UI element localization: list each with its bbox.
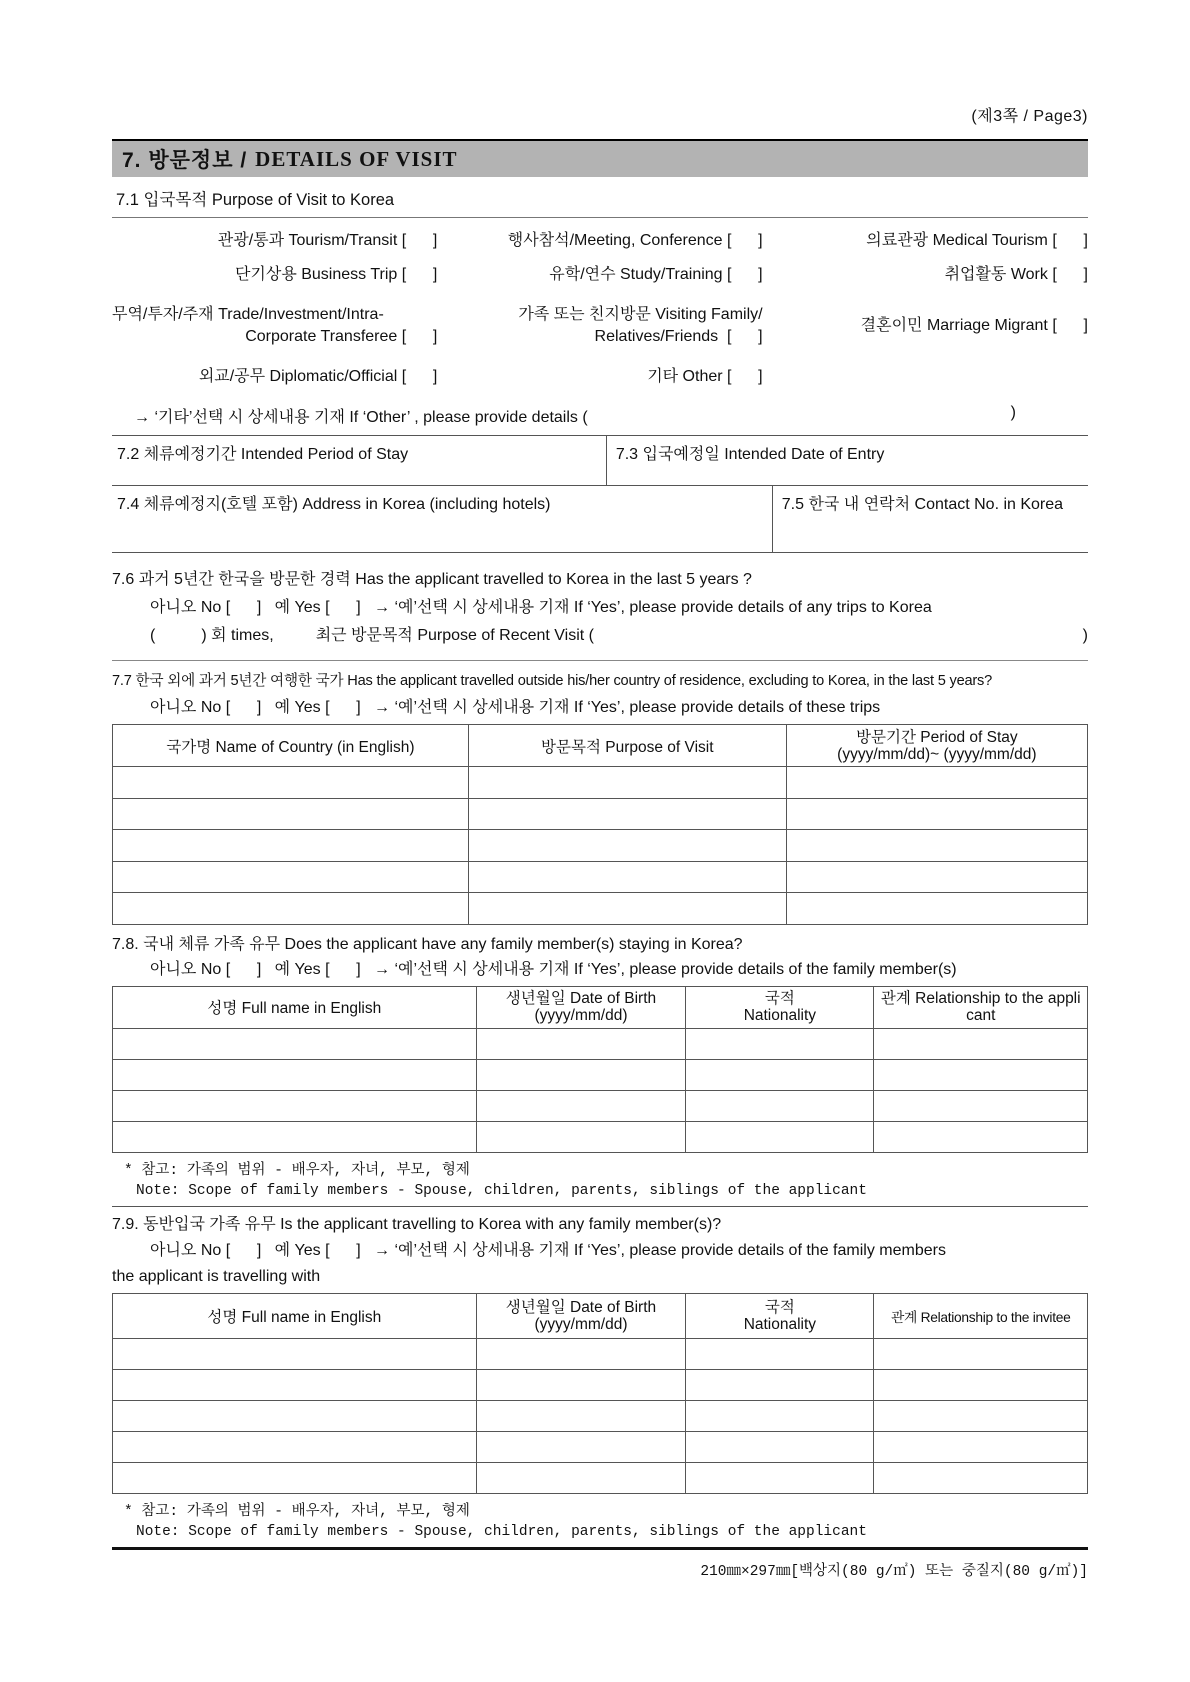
table-cell[interactable] (113, 1090, 477, 1121)
field-7-4-address-korea[interactable]: 7.4 체류예정지(호텔 포함) Address in Korea (including hotels) (117, 496, 551, 513)
table-cell[interactable] (113, 767, 469, 799)
travelling-family-table (112, 1293, 1088, 1494)
family-scope-note-2 (112, 1502, 1088, 1542)
option-trade-investment-label-line1: 무역/투자/주재 Trade/Investment/Intra- (112, 306, 384, 323)
table-cell[interactable] (113, 1369, 477, 1400)
checkbox-trade-investment[interactable]: [ ] (401, 328, 438, 345)
purpose-row-1 (112, 230, 1088, 252)
checkbox-business-trip[interactable]: [ ] (401, 266, 438, 283)
table-cell[interactable] (476, 1028, 686, 1059)
table-cell[interactable] (113, 1400, 477, 1431)
yes-label-7-8: 예 Yes (274, 960, 321, 978)
table-cell[interactable] (113, 1431, 477, 1462)
table-row (113, 1431, 1088, 1462)
table-cell[interactable] (874, 1121, 1088, 1152)
col-full-name: 성명 Full name in English (113, 1293, 477, 1338)
yes-details-7-6: → ‘예’선택 시 상세내용 기재 If ‘Yes’, please provide details of any trips to Korea (374, 599, 932, 616)
table-cell[interactable] (468, 798, 786, 830)
section-7-8 (112, 934, 1088, 1153)
col-country-name: 국가명 Name of Country (in English) (113, 725, 469, 767)
trips-table-header (113, 725, 1088, 767)
yes-details-7-9: → ‘예’선택 시 상세내용 기재 If ‘Yes’, please provide details of the family members (374, 1241, 946, 1259)
table-cell[interactable] (786, 830, 1087, 862)
table-cell[interactable] (786, 861, 1087, 893)
table-cell[interactable] (686, 1462, 874, 1493)
table-cell[interactable] (476, 1121, 686, 1152)
table-cell[interactable] (113, 1028, 477, 1059)
option-work-label: 취업활동 Work (944, 266, 1048, 283)
table-cell[interactable] (113, 798, 469, 830)
table-cell[interactable] (686, 1090, 874, 1121)
col-relationship-invitee: 관계 Relationship to the invitee (874, 1293, 1088, 1338)
option-business-trip-label: 단기상용 Business Trip (234, 266, 398, 283)
checkbox-7-9-no[interactable]: [ ] (225, 1241, 262, 1259)
question-7-9: 7.9. 동반입국 가족 유무 Is the applicant travelling to Korea with any family member(s)? (112, 1215, 722, 1233)
table-row (113, 1400, 1088, 1431)
table-row (113, 1028, 1088, 1059)
purpose-row-3 (112, 304, 1088, 348)
no-label-7-7: 아니오 No (150, 699, 222, 716)
table-cell[interactable] (786, 767, 1087, 799)
col-date-of-birth: 생년월일 Date of Birth (yyyy/mm/dd) (476, 1293, 686, 1338)
option-meeting-conference-label: 행사참석/Meeting, Conference (507, 232, 723, 249)
other-details-prompt: → ‘기타’선택 시 상세내용 기재 If ‘Other’ , please provide details ( (134, 409, 588, 426)
question-7-6: 7.6 과거 5년간 한국을 방문한 경력 Has the applicant travelled to Korea in the last 5 years ? (112, 571, 752, 588)
table-cell[interactable] (686, 1400, 874, 1431)
checkbox-medical-tourism[interactable]: [ ] (1052, 232, 1088, 249)
section-7-6 (112, 569, 1088, 661)
note-korean: * 참고: 가족의 범위 - 배우자, 자녀, 부모, 형제 (124, 1503, 470, 1520)
table-cell[interactable] (468, 767, 786, 799)
table-cell[interactable] (468, 893, 786, 925)
travelling-family-table-header (113, 1293, 1088, 1338)
table-row (113, 1462, 1088, 1493)
table-row (113, 1338, 1088, 1369)
question-7-8: 7.8. 국내 체류 가족 유무 Does the applicant have any family member(s) staying in Korea? (112, 935, 743, 953)
table-cell[interactable] (476, 1369, 686, 1400)
checkbox-study-training[interactable]: [ ] (727, 266, 763, 283)
paper-spec-footer: 210㎜×297㎜[백상지(80 g/㎡) 또는 중질지(80 g/㎡)] (700, 1563, 1088, 1580)
checkbox-7-6-yes[interactable]: [ ] (325, 599, 361, 616)
checkbox-work[interactable]: [ ] (1052, 266, 1088, 283)
table-cell[interactable] (468, 830, 786, 862)
yes-label-7-9: 예 Yes (274, 1241, 321, 1259)
table-cell[interactable] (113, 830, 469, 862)
table-cell[interactable] (686, 1338, 874, 1369)
checkbox-7-8-no[interactable]: [ ] (225, 960, 262, 978)
purpose-options (112, 230, 1088, 427)
purpose-row-4 (112, 366, 1088, 388)
table-row (113, 798, 1088, 830)
checkbox-marriage-migrant[interactable]: [ ] (1052, 317, 1088, 334)
checkbox-7-8-yes[interactable]: [ ] (325, 960, 361, 978)
col-full-name: 성명 Full name in English (113, 986, 477, 1028)
table-cell[interactable] (874, 1338, 1088, 1369)
table-cell[interactable] (874, 1090, 1088, 1121)
table-row (113, 1059, 1088, 1090)
no-label-7-9: 아니오 No (150, 1241, 222, 1259)
option-medical-tourism-label: 의료관광 Medical Tourism (866, 232, 1048, 249)
table-cell[interactable] (476, 1462, 686, 1493)
table-cell[interactable] (476, 1431, 686, 1462)
table-cell[interactable] (874, 1462, 1088, 1493)
checkbox-7-7-no[interactable]: [ ] (225, 699, 262, 716)
col-nationality: 국적 Nationality (686, 986, 874, 1028)
yes-label-7-6: 예 Yes (274, 599, 321, 616)
table-cell[interactable] (686, 1028, 874, 1059)
section-7-title-korean: 7. 방문정보 / (122, 149, 248, 172)
stay-info-box (112, 435, 1088, 553)
col-nationality: 국적 Nationality (686, 1293, 874, 1338)
times-open-paren: ( (150, 627, 156, 644)
option-study-training-label: 유학/연수 Study/Training (549, 266, 723, 283)
checkbox-7-9-yes[interactable]: [ ] (325, 1241, 361, 1259)
table-cell[interactable] (476, 1059, 686, 1090)
family-scope-note-1 (112, 1161, 1088, 1207)
table-cell[interactable] (113, 1462, 477, 1493)
note-korean: * 참고: 가족의 범위 - 배우자, 자녀, 부모, 형제 (124, 1162, 470, 1179)
table-row (113, 830, 1088, 862)
table-cell[interactable] (686, 1369, 874, 1400)
option-trade-investment-label-line2: Corporate Transferee (245, 328, 398, 345)
table-cell[interactable] (874, 1431, 1088, 1462)
table-cell[interactable] (113, 1059, 477, 1090)
option-visiting-family-label-line2: Relatives/Friends (594, 328, 719, 345)
option-other-label: 기타 Other (647, 368, 723, 385)
option-marriage-migrant-label: 결혼이민 Marriage Migrant (860, 317, 1048, 334)
checkbox-diplomatic-official[interactable]: [ ] (401, 368, 438, 385)
col-relationship-applicant: 관계 Relationship to the applicant (874, 986, 1088, 1028)
field-7-2-intended-period[interactable]: 7.2 체류예정기간 Intended Period of Stay (112, 436, 607, 485)
family-table-header (113, 986, 1088, 1028)
question-7-7: 7.7 한국 외에 과거 5년간 여행한 국가 Has the applicant travelled outside his/her country of residence, excluding to Korea, in the last 5 years? (112, 673, 993, 689)
table-row (113, 861, 1088, 893)
purpose-row-2 (112, 264, 1088, 286)
col-period-of-stay: 방문기간 Period of Stay (yyyy/mm/dd)~ (yyyy/mm/dd) (786, 725, 1087, 767)
col-purpose-of-visit: 방문목적 Purpose of Visit (468, 725, 786, 767)
table-cell[interactable] (874, 1400, 1088, 1431)
checkbox-7-6-no[interactable]: [ ] (225, 599, 262, 616)
table-cell[interactable] (476, 1400, 686, 1431)
table-cell[interactable] (113, 1338, 477, 1369)
note-english: Note: Scope of family members - Spouse, children, parents, siblings of the applicant (136, 1523, 867, 1540)
recent-visit-close-paren: ) (1082, 627, 1088, 644)
yes-details-7-7: → ‘예’선택 시 상세내용 기재 If ‘Yes’, please provide details of these trips (374, 699, 881, 716)
trips-table (112, 724, 1088, 925)
row-7-2-7-3 (112, 436, 1088, 485)
section-7-7 (112, 670, 1088, 925)
checkbox-7-7-yes[interactable]: [ ] (325, 699, 361, 716)
checkbox-visiting-family[interactable]: [ ] (727, 328, 763, 345)
question-7-9-continued: the applicant is travelling with (112, 1267, 321, 1285)
field-7-1-label: 7.1 입국목적 Purpose of Visit to Korea (112, 177, 1088, 218)
table-row (113, 1369, 1088, 1400)
table-cell[interactable] (686, 1059, 874, 1090)
other-details-row (112, 404, 1088, 427)
table-cell[interactable] (476, 1338, 686, 1369)
field-7-5-contact-no[interactable]: 7.5 한국 내 연락처 Contact No. in Korea (772, 486, 1088, 552)
table-cell[interactable] (686, 1431, 874, 1462)
times-label: ) 회 times, (201, 627, 274, 644)
no-label-7-8: 아니오 No (150, 960, 222, 978)
section-7-header (112, 139, 1088, 177)
option-visiting-family-label-line1: 가족 또는 친지방문 Visiting Family/ (518, 306, 763, 323)
page-number: (제3쪽 / Page3) (971, 108, 1088, 125)
section-7-9 (112, 1214, 1088, 1494)
table-cell[interactable] (113, 1121, 477, 1152)
family-in-korea-table (112, 986, 1088, 1153)
recent-visit-label: 최근 방문목적 Purpose of Recent Visit ( (315, 627, 594, 644)
table-cell[interactable] (113, 861, 469, 893)
yes-details-7-8: → ‘예’선택 시 상세내용 기재 If ‘Yes’, please provide details of the family member(s) (374, 960, 957, 978)
table-cell[interactable] (874, 1059, 1088, 1090)
table-row (113, 893, 1088, 925)
yes-label-7-7: 예 Yes (274, 699, 321, 716)
table-cell[interactable] (113, 893, 469, 925)
table-cell[interactable] (874, 1028, 1088, 1059)
form-content (112, 0, 1088, 1580)
option-diplomatic-official-label: 외교/공무 Diplomatic/Official (198, 368, 398, 385)
table-cell[interactable] (468, 861, 786, 893)
table-cell[interactable] (476, 1090, 686, 1121)
section-7-title-english: DETAILS OF VISIT (255, 146, 458, 171)
table-cell[interactable] (786, 893, 1087, 925)
checkbox-meeting-conference[interactable]: [ ] (727, 232, 763, 249)
table-row (113, 767, 1088, 799)
table-row (113, 1121, 1088, 1152)
col-date-of-birth: 생년월일 Date of Birth (yyyy/mm/dd) (476, 986, 686, 1028)
table-row (113, 1090, 1088, 1121)
table-cell[interactable] (874, 1369, 1088, 1400)
bottom-rule (112, 1547, 1088, 1550)
row-7-4-7-5 (112, 485, 1088, 552)
table-cell[interactable] (786, 798, 1087, 830)
no-label-7-6: 아니오 No (150, 599, 222, 616)
option-tourism-transit-label: 관광/통과 Tourism/Transit (217, 232, 398, 249)
other-details-close-paren: ) (1010, 404, 1016, 421)
times-count-field[interactable] (155, 625, 201, 647)
checkbox-other[interactable]: [ ] (727, 368, 763, 385)
table-cell[interactable] (686, 1121, 874, 1152)
other-details-field[interactable] (588, 404, 968, 427)
field-7-3-intended-date[interactable]: 7.3 입국예정일 Intended Date of Entry (615, 446, 885, 463)
checkbox-tourism-transit[interactable]: [ ] (401, 232, 438, 249)
note-english: Note: Scope of family members - Spouse, children, parents, siblings of the applicant (136, 1182, 867, 1199)
